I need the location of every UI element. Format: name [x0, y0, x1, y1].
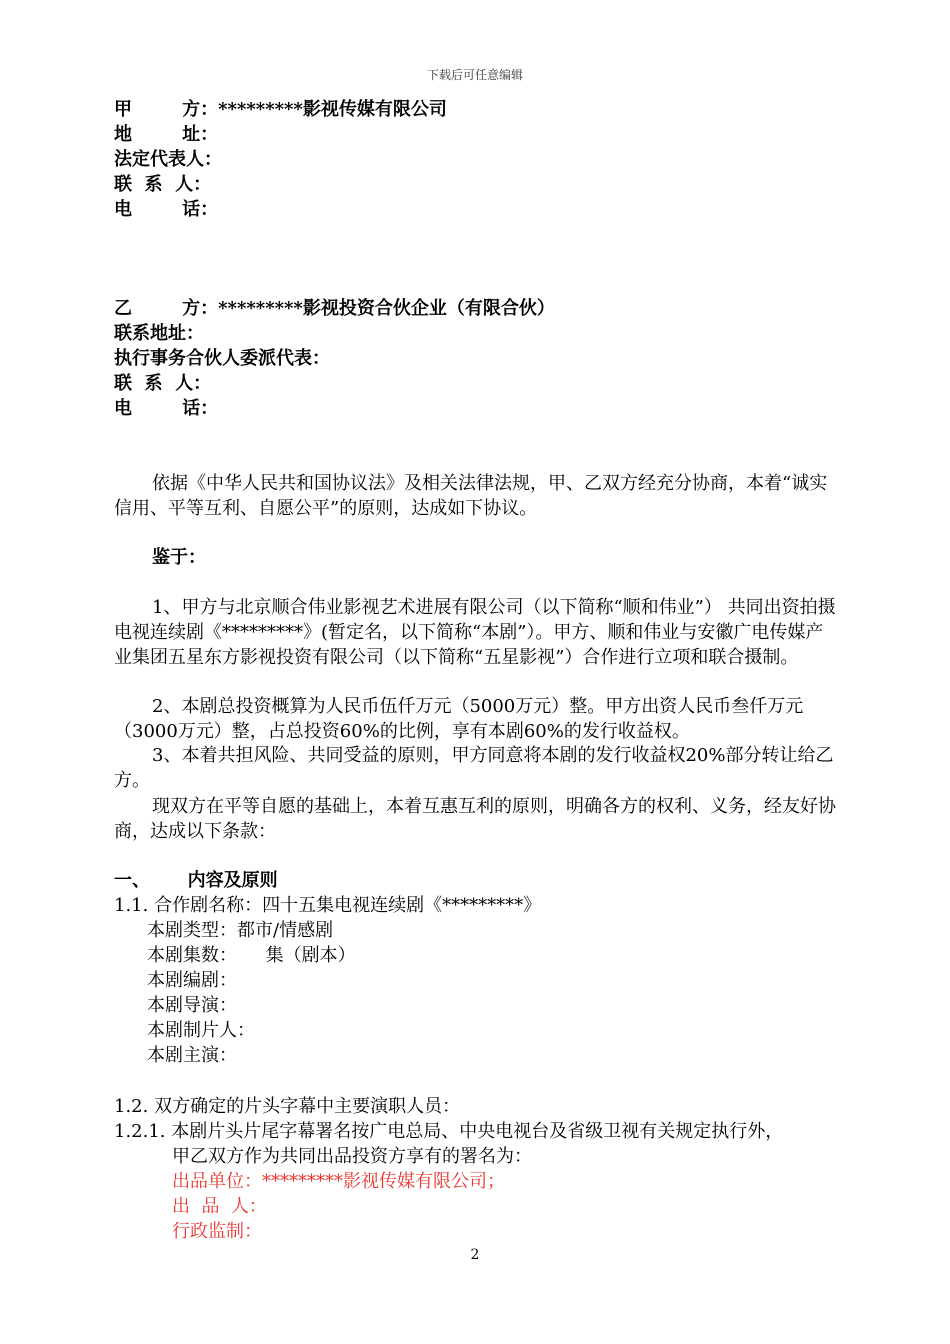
party-a-name: 甲 方：*********影视传媒有限公司 — [114, 99, 447, 120]
drama-episodes: 本剧集数： 集（剧本） — [147, 945, 356, 966]
party-b-representative: 执行事务合伙人委派代表： — [114, 348, 330, 369]
whereas-item-3: 3、本着共担风险、共同受益的原则，甲方同意将本剧的发行收益权20%部分转让给乙方。 — [114, 745, 834, 791]
party-b-name: 乙 方：*********影视投资合伙企业（有限合伙） — [114, 298, 555, 319]
intro-paragraph: 依据《中华人民共和国协议法》及相关法律法规，甲、乙双方经充分协商，本着“诚实信用、平等互利、自愿公平”的原则，达成如下协议。 — [114, 473, 828, 519]
party-a-address: 地 址： — [114, 124, 219, 145]
item-1-1: 1.1. 合作剧名称：四十五集电视连续剧《*********》 — [114, 895, 542, 916]
whereas-title: 鉴于： — [152, 547, 206, 568]
drama-genre: 本剧类型：都市/情感剧 — [147, 920, 334, 941]
drama-director: 本剧导演： — [147, 995, 237, 1016]
page-number: 2 — [470, 1247, 480, 1263]
executive-producer: 出 品 人： — [172, 1196, 267, 1217]
drama-producer: 本剧制片人： — [147, 1020, 255, 1041]
party-a-phone: 电 话： — [114, 199, 219, 220]
producer-unit: 出品单位：*********影视传媒有限公司； — [172, 1171, 505, 1192]
drama-writer: 本剧编剧： — [147, 970, 237, 991]
section-1-title: 一、 内容及原则 — [114, 870, 278, 891]
whereas-item-1: 1、甲方与北京顺合伟业影视艺术进展有限公司（以下简称“顺和伟业”） 共同出资拍摄电视连续剧《*********》(暂定名，以下简称“本剧”）。甲方、顺和伟业与安徽广电传媒产业集团五星东方影视投资有限公司（以下简称“五星影视”）合作进行立项和联合摄制。 — [114, 597, 836, 668]
party-b-phone: 电 话： — [114, 398, 219, 419]
administrative-supervisor: 行政监制： — [172, 1221, 262, 1242]
item-1-2: 1.2. 双方确定的片头字幕中主要演职人员： — [114, 1096, 461, 1117]
item-1-2-1: 1.2.1. 本剧片头片尾字幕署名按广电总局、中央电视台及省级卫视有关规定执行外， — [114, 1121, 784, 1142]
item-1-2-1-cont: 甲乙双方作为共同出品投资方享有的署名为： — [172, 1146, 532, 1167]
party-b-address: 联系地址： — [114, 323, 204, 344]
drama-lead: 本剧主演： — [147, 1045, 237, 1066]
whereas-conclusion: 现双方在平等自愿的基础上，本着互惠互利的原则，明确各方的权利、义务，经友好协商，达成以下条款： — [114, 796, 836, 842]
party-a-contact: 联 系 人： — [114, 174, 212, 195]
party-a-legal-rep: 法定代表人： — [114, 149, 222, 170]
party-b-contact: 联 系 人： — [114, 373, 212, 394]
page-header: 下载后可任意编辑 — [426, 68, 523, 82]
whereas-item-2: 2、本剧总投资概算为人民币伍仟万元（5000万元）整。甲方出资人民币叁仟万元（3000万元）整，占总投资60%的比例，享有本剧60%的发行收益权。 — [114, 696, 804, 742]
